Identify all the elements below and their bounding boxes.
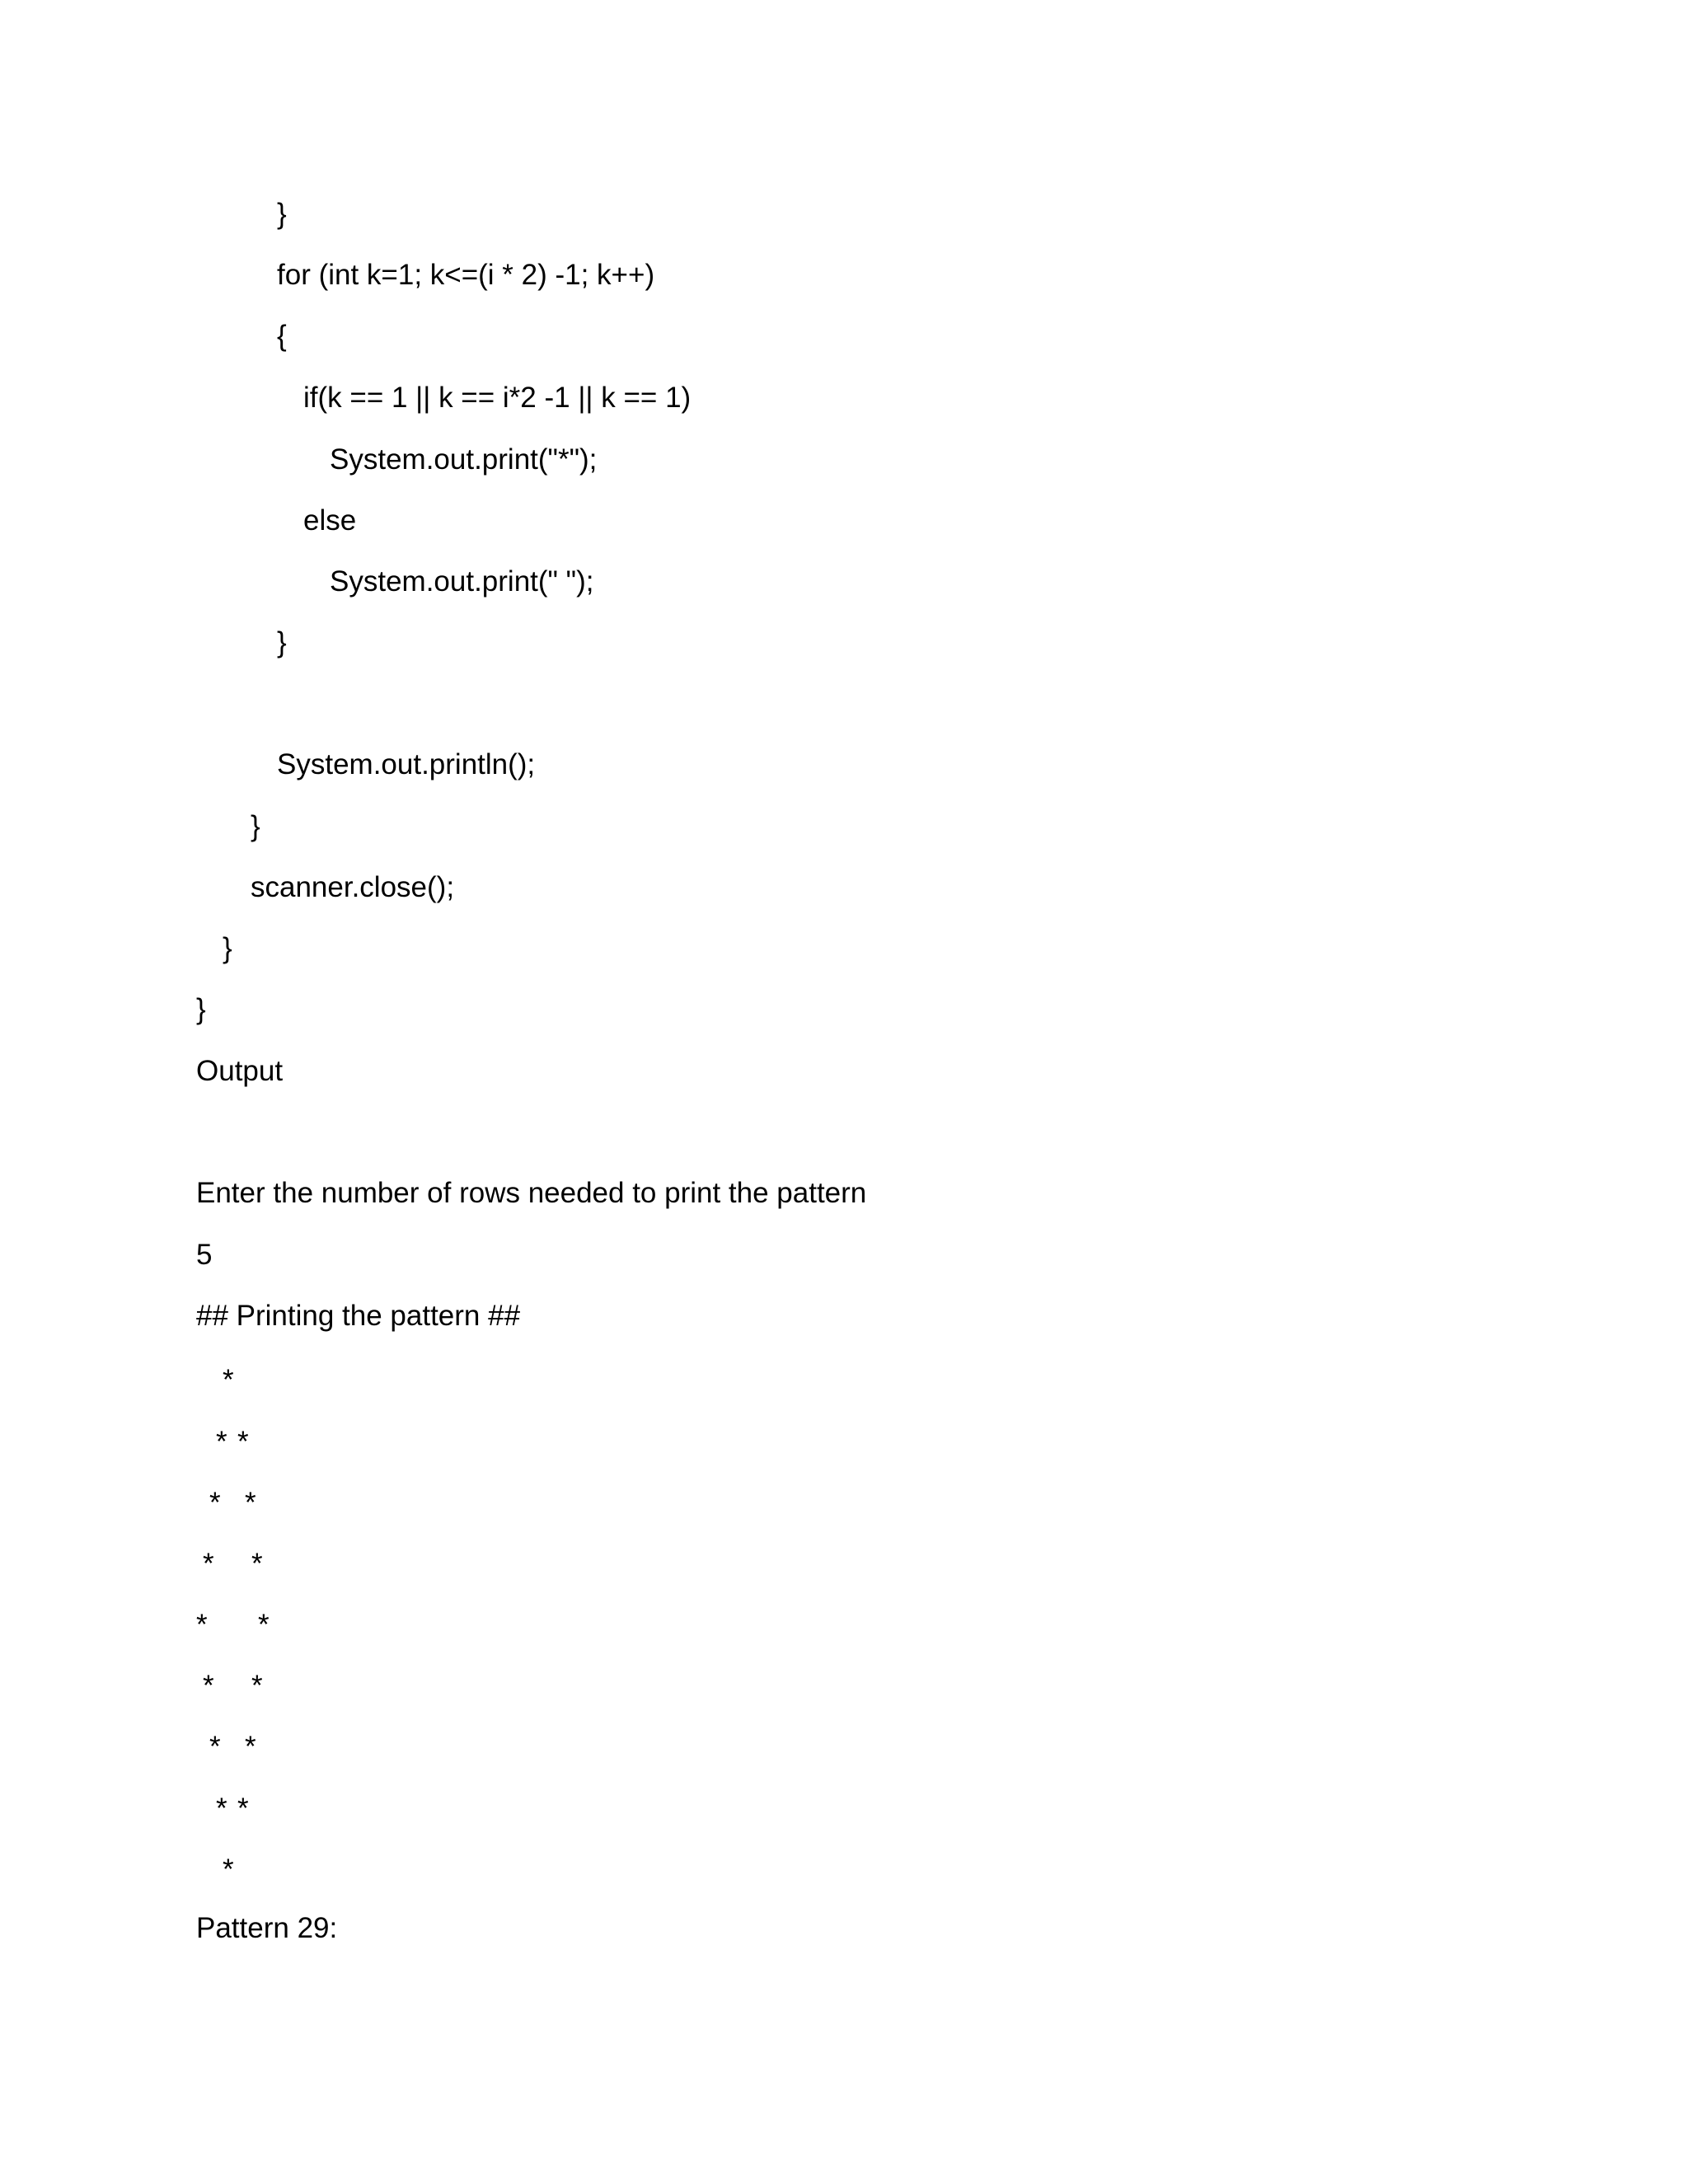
code-line: for (int k=1; k<=(i * 2) -1; k++) xyxy=(277,259,655,291)
code-line: } xyxy=(277,626,287,658)
output-prompt: Enter the number of rows needed to print the pattern xyxy=(196,1177,867,1209)
star-glyph: * xyxy=(251,1670,263,1702)
star-glyph: * xyxy=(216,1793,227,1825)
star-glyph: * xyxy=(258,1609,270,1641)
code-line: } xyxy=(196,993,206,1025)
code-line: System.out.print("*"); xyxy=(330,443,598,476)
star-glyph: * xyxy=(245,1487,256,1519)
output-heading: Output xyxy=(196,1055,284,1087)
section-title: Pattern 29: xyxy=(196,1912,338,1944)
star-glyph: * xyxy=(209,1731,221,1763)
code-line: } xyxy=(223,932,232,964)
code-line: scanner.close(); xyxy=(251,871,455,903)
code-line: System.out.println(); xyxy=(277,748,536,780)
star-glyph: * xyxy=(216,1426,227,1458)
star-glyph: * xyxy=(251,1548,263,1580)
star-glyph: * xyxy=(223,1854,234,1886)
output-banner: ## Printing the pattern ## xyxy=(196,1300,521,1332)
star-glyph: * xyxy=(237,1793,249,1825)
code-line: } xyxy=(277,198,287,230)
star-glyph: * xyxy=(203,1548,214,1580)
star-glyph: * xyxy=(223,1364,234,1396)
star-glyph: * xyxy=(203,1670,214,1702)
star-glyph: * xyxy=(245,1731,256,1763)
code-line: else xyxy=(303,504,357,537)
code-line: } xyxy=(251,810,260,842)
star-glyph: * xyxy=(196,1609,208,1641)
star-glyph: * xyxy=(209,1487,221,1519)
star-glyph: * xyxy=(237,1426,249,1458)
output-input-value: 5 xyxy=(196,1239,213,1271)
code-line: System.out.print(" "); xyxy=(330,565,594,598)
code-line: { xyxy=(277,320,287,352)
code-line: if(k == 1 || k == i*2 -1 || k == 1) xyxy=(303,382,692,414)
